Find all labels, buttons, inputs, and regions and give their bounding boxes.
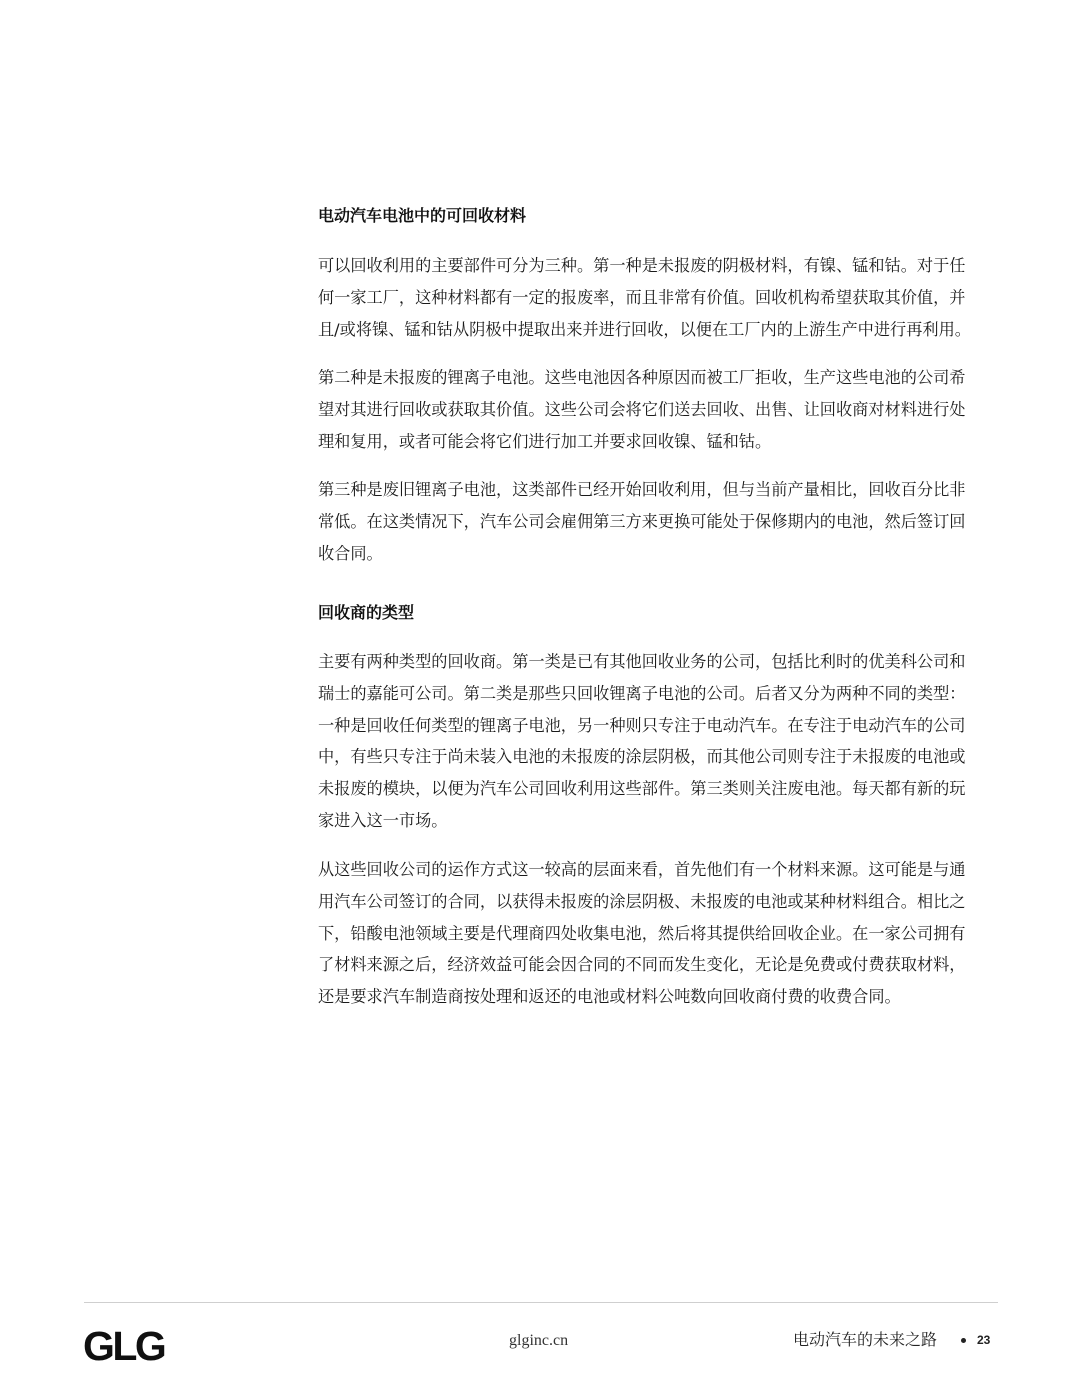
paragraph-line: 可以回收利用的主要部件可分为三种。第一种是未报废的阴极材料，有镍、锰和钴。对于任 (318, 256, 966, 275)
paragraph-line: 未报废的模块，以便为汽车公司回收利用这些部件。第三类则关注废电池。每天都有新的玩 (318, 779, 966, 799)
paragraph-line: 望对其进行回收或获取其价值。这些公司会将它们送去回收、出售、让回收商对材料进行处 (318, 399, 966, 419)
paragraph-4 (318, 646, 998, 837)
paragraph-line: 还是要求汽车制造商按处理和返还的电池或材料公吨数向回收商付费的收费合同。 (318, 987, 901, 1007)
paragraph-2 (318, 362, 998, 457)
glg-logo: GLG (83, 1323, 165, 1369)
paragraph-line: 常低。在这类情况下，汽车公司会雇佣第三方来更换可能处于保修期内的电池，然后签订回 (318, 511, 966, 531)
paragraph-line: 用汽车公司签订的合同，以获得未报废的涂层阴极、未报废的电池或某种材料组合。相比之 (318, 891, 966, 911)
paragraph-1 (318, 250, 998, 345)
paragraph-line: 理和复用，或者可能会将它们进行加工并要求回收镍、锰和钴。 (318, 431, 772, 451)
paragraph-line: 何一家工厂，这种材料都有一定的报废率，而且非常有价值。回收机构希望获取其价值，并 (318, 287, 966, 307)
paragraph-line: 主要有两种类型的回收商。第一类是已有其他回收业务的公司，包括比利时的优美科公司和 (318, 652, 966, 671)
paragraph-5 (318, 854, 998, 1013)
paragraph-3 (318, 474, 998, 569)
separator-dot-icon (961, 1338, 966, 1343)
website-link[interactable]: glginc.cn (509, 1332, 569, 1349)
paragraph-line: 第二种是未报废的锂离子电池。这些电池因各种原因而被工厂拒收，生产这些电池的公司希 (318, 368, 966, 387)
paragraph-line: 第三种是废旧锂离子电池，这类部件已经开始回收利用，但与当前产量相比，回收百分比非 (318, 480, 966, 499)
paragraph-line: 收合同。 (318, 543, 383, 563)
paragraph-line: 了材料来源之后，经济效益可能会因合同的不同而发生变化，无论是免费或付费获取材料， (318, 955, 966, 975)
paragraph-line: 从这些回收公司的运作方式这一较高的层面来看，首先他们有一个材料来源。这可能是与通 (318, 860, 966, 879)
paragraph-line: 一种是回收任何类型的锂离子电池，另一种则只专注于电动汽车。在专注于电动汽车的公司 (318, 715, 966, 735)
paragraph-line: 下，铅酸电池领域主要是代理商四处收集电池，然后将其提供给回收企业。在一家公司拥有 (318, 923, 966, 943)
paragraph-line: 家进入这一市场。 (318, 810, 448, 830)
paragraph-line: 瑞士的嘉能可公司。第二类是那些只回收锂离子电池的公司。后者又分为两种不同的类型： (318, 683, 966, 703)
section-heading-recycler-types: 回收商的类型 (318, 603, 415, 622)
document-title: 电动汽车的未来之路 (793, 1330, 938, 1349)
paragraph-line: 中，有些只专注于尚未装入电池的未报废的涂层阴极，而其他公司则专注于未报废的电池或 (318, 747, 966, 767)
page-number: 23 (977, 1333, 991, 1347)
paragraph-line: 且/或将镍、锰和钴从阴极中提取出来并进行回收，以便在工厂内的上游生产中进行再利用。 (318, 319, 971, 339)
section-heading-recyclable-materials: 电动汽车电池中的可回收材料 (318, 206, 527, 225)
footer-divider (84, 1302, 998, 1303)
